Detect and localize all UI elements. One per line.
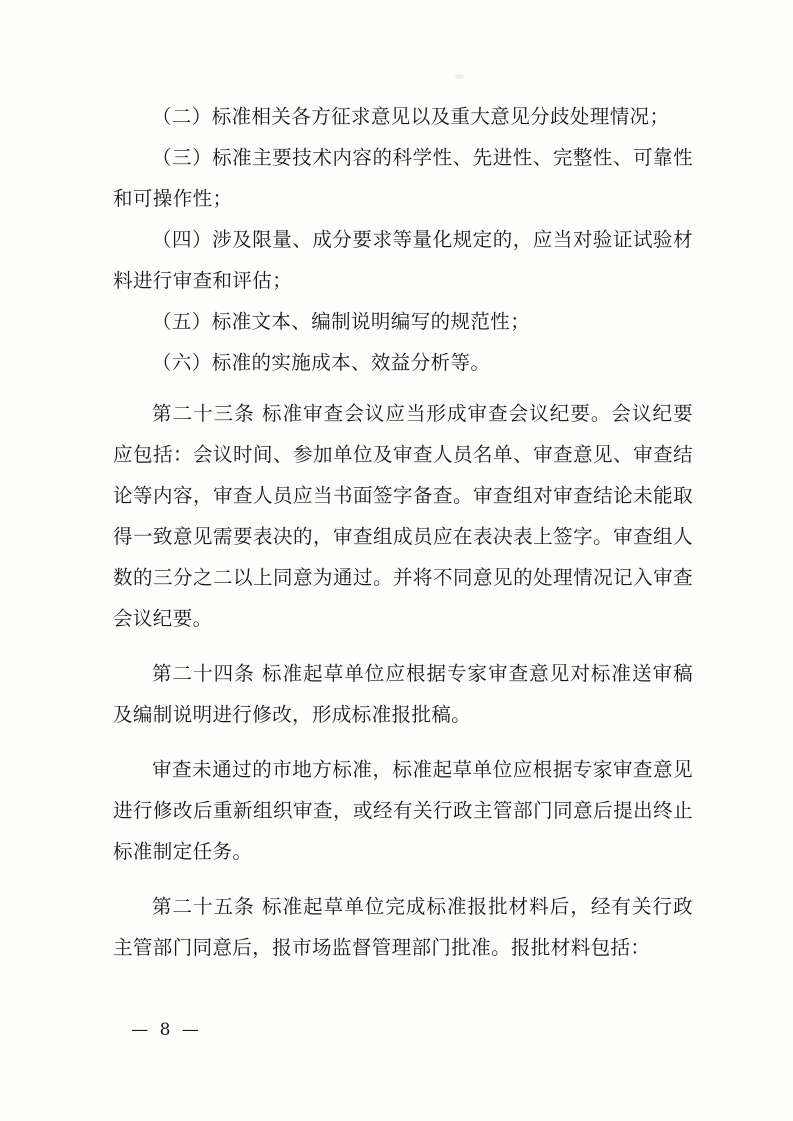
article-23-paragraph: 第二十三条 标准审查会议应当形成审查会议纪要。会议纪要应包括：会议时间、参加单位及审查人员名单、审查意见、审查结论等内容，审查人员应当书面签字备查。审查组对审查结论未能取得一致意见需要表决的，审查组成员应在表决表上签字。审查组人数的三分之二以上同意为通过。并将不同意见的处理情况记入审查会议纪要。 — [113, 402, 693, 630]
article-24-paragraph: 第二十四条 标准起草单位应根据专家审查意见对标准送审稿及编制说明进行修改，形成标准报批稿。 — [113, 662, 693, 726]
list-item-2: （二）标准相关各方征求意见以及重大意见分歧处理情况； — [152, 105, 670, 128]
page-footer — [0, 1020, 793, 1040]
paragraph-spacer — [113, 383, 693, 393]
paper-smudge-mark — [455, 74, 464, 79]
list-item-4: （四）涉及限量、成分要求等量化规定的，应当对验证试验材料进行审查和评估； — [113, 228, 693, 292]
article-25-paragraph: 第二十五条 标准起草单位完成标准报批材料后，经有关行政主管部门同意后，报市场监督管理部门批准。报批材料包括： — [113, 895, 693, 959]
page-number: — 8 — — [131, 1020, 202, 1040]
list-item-6: （六）标准的实施成本、效益分析等。 — [152, 351, 491, 374]
list-item-5: （五）标准文本、编制说明编写的规范性； — [152, 310, 531, 333]
paragraph-spacer — [113, 639, 693, 653]
paragraph-spacer — [113, 872, 693, 886]
paragraph-spacer — [113, 735, 693, 749]
page-text-body — [113, 96, 693, 968]
list-item-3: （三）标准主要技术内容的科学性、先进性、完整性、可靠性和可操作性； — [113, 146, 693, 210]
article-24-second-paragraph: 审查未通过的市地方标准，标准起草单位应根据专家审查意见进行修改后重新组织审查，或经有关行政主管部门同意后提出终止标准制定任务。 — [113, 758, 693, 863]
